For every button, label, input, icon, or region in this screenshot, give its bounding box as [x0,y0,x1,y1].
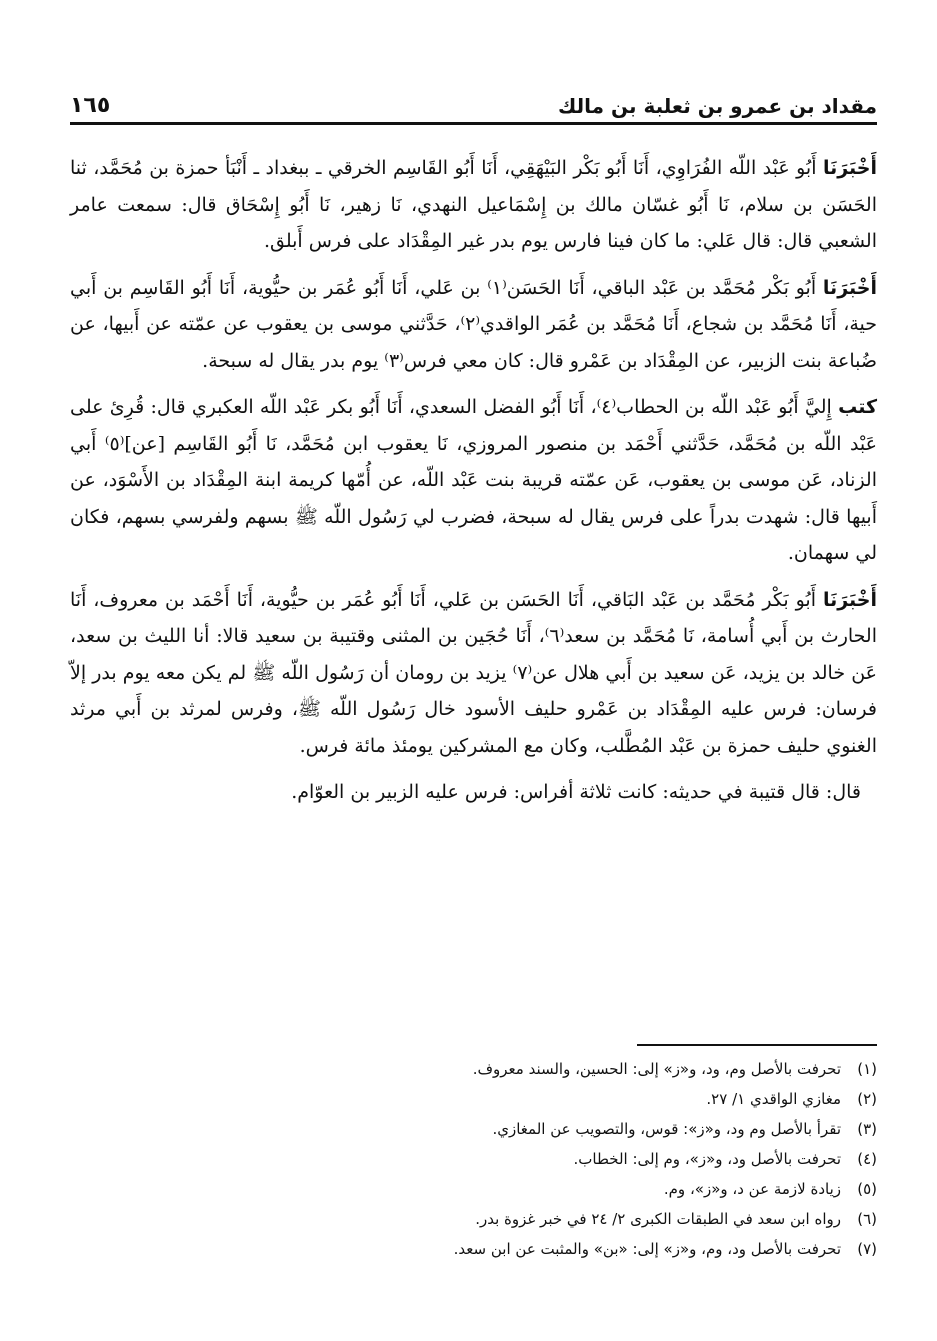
paragraph-lead: أَخْبَرَنَا [822,157,877,179]
book-page [70,0,877,1341]
page-header [70,88,877,125]
footnote-text: تحرفت بالأصل وم، ود، و«ز» إلى: الحسين، والسند معروف. [472,1060,841,1078]
footnote-item [70,1114,877,1144]
footnote-item [70,1234,877,1264]
footnote-number: (٧) [857,1240,877,1258]
paragraph-text: أَبُو بَكْر مُحَمَّد بن عَبْد البَاقي، أَنَا الحَسَن بن عَلي، أَنَا أَبُو عُمَر بن حيُّوية، أَنَا أَحْمَد بن معروف، أَنَا الحارث بن أَبي أُسامة، نَا مُحَمَّد بن سعد⁽٦⁾، أَنَا حُجَين بن المثنى وقتيبة بن سعيد قالا: أنا الليث بن سعد، عَن خالد بن يزيد، عَن سعيد بن أَبي هلال عن⁽٧⁾ يزيد بن رومان أن رَسُول اللّه ﷺ لم يكن معه يوم بدر إلاّ فرسان: فرس عليه المِقْدَاد بن عَمْرو حليف الأسود خال رَسُول اللّه ﷺ، وفرس لمرثد بن أَبي مرثد الغنوي حليف حمزة بن عَبْد المُطَّلب، وكان مع المشركين يومئذ مائة فرس. [70,588,877,757]
paragraph-lead: كتب [838,396,878,418]
footnote-item [70,1054,877,1084]
footnote-text: زيادة لازمة عن د، و«ز»، وم. [663,1180,841,1198]
footnote-text: مغازي الواقدي ١/ ٢٧. [706,1090,841,1108]
footnote-text: تقرأ بالأصل وم ود، و«ز»: قوس، والتصويب عن المغازي. [492,1120,841,1138]
paragraph-lead: أَخْبَرَنَا [822,588,877,611]
running-title: مقداد بن عمرو بن ثعلبة بن مالك [558,94,877,118]
footnote-divider [637,1044,877,1046]
page-number: ١٦٥ [70,93,111,118]
footnote-number: (٢) [857,1090,877,1108]
footnote-text: رواه ابن سعد في الطبقات الكبرى ٢/ ٢٤ في خبر غزوة بدر. [475,1210,841,1228]
footnote-number: (٤) [857,1150,877,1168]
paragraph-text: إِليَّ أَبُو عَبْد اللّه بن الحطاب⁽٤⁾، أَنَا أَبُو الفضل السعدي، أَنَا أَبُو بكر عَبْد اللّه العكبري قال: قُرِئ على عَبْد اللّه بن مُحَمَّد، حَدَّثني أَحْمَد بن منصور المروزي، نَا يعقوب ابن مُحَمَّد، نَا أَبُو القَاسِم [عن]⁽٥⁾ أَبي الزناد، عَن موسى بن يعقوب، عَن عمّته قريبة بنت عَبْد اللّه، عن أُمّها كريمة ابنة المِقْدَاد بن الأَسْوَد، عن أَبيها قال: شهدت بدراً على فرس يقال له سبحة، فضرب لي رَسُول اللّه ﷺ بسهم ولفرسي بسهم، فكان لي سهمان. [70,396,878,564]
paragraph-1 [70,150,877,260]
main-text [70,150,877,821]
paragraph-3 [70,389,877,572]
paragraph-2 [70,270,877,380]
paragraph-4 [70,582,877,765]
footnote-item [70,1144,877,1174]
footnote-text: تحرفت بالأصل ود، وم، و«ز» إلى: «بن» والمثبت عن ابن سعد. [453,1240,841,1258]
footnote-item [70,1084,877,1114]
paragraph-text: قال: قال قتيبة في حديثه: كانت ثلاثة أفراس: فرس عليه الزبير بن العوّام. [291,781,861,803]
footnote-text: تحرفت بالأصل ود، و«ز»، وم إلى: الخطاب. [573,1150,841,1168]
footnote-number: (٣) [857,1120,877,1138]
footnote-item [70,1204,877,1234]
footnote-number: (٦) [857,1210,877,1228]
paragraph-5 [70,774,877,811]
footnote-number: (٥) [857,1180,877,1198]
paragraph-text: أَبُو عَبْد اللّه الفُرَاوِي، أَنَا أَبُو بَكْر البَيْهَقِي، أَنَا أَبُو القَاسِم الخرقي ـ ببغداد ـ أَنْبَأ حمزة بن مُحَمَّد، ثنا الحَسَن بن سلام، نَا أَبُو غسّان مالك بن إِسْمَاعيل النهدي، نَا زهير، نَا أَبُو إِسْحَاق قال: سمعت عامر الشعبي قال: قال عَلي: ما كان فينا فارس يوم بدر غير المِقْدَاد على فرس أَبلق. [70,157,877,252]
paragraph-text: أَبُو بَكْر مُحَمَّد بن عَبْد الباقي، أَنَا الحَسَن⁽١⁾ بن عَلي، أَنَا أَبُو عُمَر بن حيُّوية، أَنَا أَبُو القَاسِم بن أَبي حية، أَنَا مُحَمَّد بن شجاع، أَنَا مُحَمَّد بن عُمَر الواقدي⁽٢⁾، حَدَّثني موسى بن يعقوب عن عمّته عن أَبيها، عن ضُباعة بنت الزبير، عن المِقْدَاد بن عَمْرو قال: كان معي فرس⁽٣⁾ يوم بدر يقال له سبحة. [70,276,878,372]
footnote-number: (١) [857,1060,877,1078]
paragraph-lead: أَخْبَرَنَا [822,276,877,299]
footnotes-list [70,1054,877,1264]
footnote-item [70,1174,877,1204]
